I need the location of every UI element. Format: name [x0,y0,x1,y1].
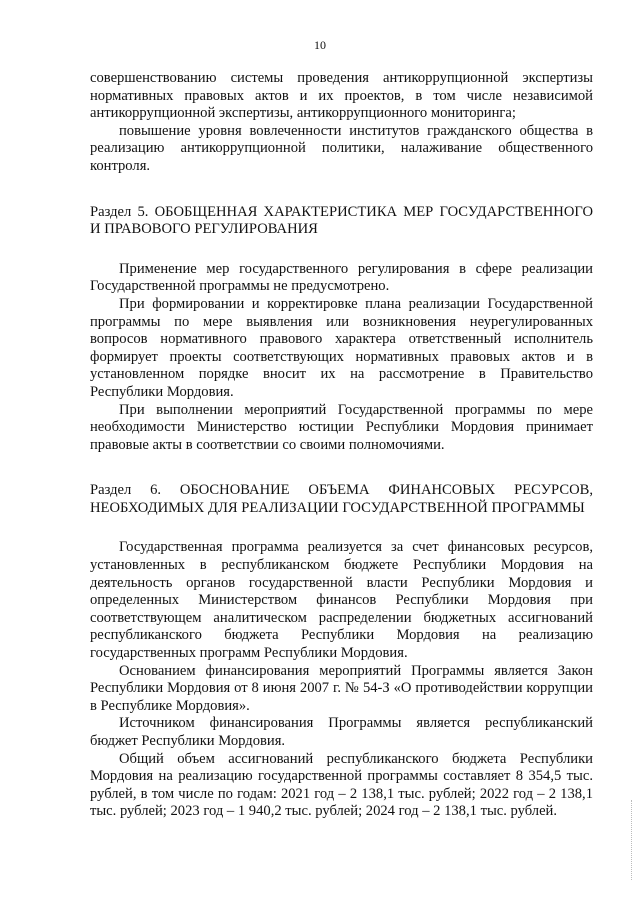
section-5-paragraph: При выполнении мероприятий Государственной программы по мере необходимости Министерство юстиции Республики Мордовия принимает правовые акты в соответствии со своими полномочиями. [90,401,593,453]
section-5-paragraph: Применение мер государственного регулирования в сфере реализации Государственной программы не предусмотрено. [90,260,593,295]
section-6-paragraph: Общий объем ассигнований республиканского бюджета Республики Мордовия на реализацию государственной программы составляет 8 354,5 тыс. рублей, в том числе по годам: 2021 год – 2 138,1 тыс. рублей; 2022 год – 2 138,1 тыс. рублей; 2023 год – 1 940,2 тыс. рублей; 2024 год – 2 138,1 тыс. рублей. [90,750,593,820]
paragraph-expertise: совершенствованию системы проведения антикоррупционной экспертизы нормативных правовых актов и их проектов, в том числе независимой антикоррупционной экспертизы, антикоррупционного мониторинга; [90,70,593,122]
section-5-paragraph: При формировании и корректировке плана реализации Государственной программы по мере выявления или возникновения неурегулированных вопросов нормативного правового характера ответственный исполнитель формирует проекты соответствующих нормативных правовых актов и в установленном порядке вносит их на рассмотрение в Правительство Республики Мордовия. [90,295,593,400]
document-body [90,70,593,821]
section-5-heading: Раздел 5. ОБОБЩЕННАЯ ХАРАКТЕРИСТИКА МЕР ГОСУДАРСТВЕННОГО И ПРАВОВОГО РЕГУЛИРОВАНИЯ [90,203,593,238]
paragraph-civil-society: повышение уровня вовлеченности институтов гражданского общества в реализацию антикоррупционной политики, налаживание общественного контроля. [90,122,593,174]
section-6-heading: Раздел 6. ОБОСНОВАНИЕ ОБЪЕМА ФИНАНСОВЫХ РЕСУРСОВ, НЕОБХОДИМЫХ ДЛЯ РЕАЛИЗАЦИИ ГОСУДАРСТВЕННОЙ ПРОГРАММЫ [90,482,593,516]
section-6-paragraph: Государственная программа реализуется за счет финансовых ресурсов, установленных в республиканском бюджете Республики Мордовия на деятельность органов государственной власти Республики Мордовия и определенных Министерством финансов Республики Мордовия при соответствующем аналитическом распределении бюджетных ассигнований республиканского бюджета Республики Мордовия на реализацию государственных программ Республики Мордовия. [90,539,593,662]
section-6-paragraph: Источником финансирования Программы является республиканский бюджет Республики Мордовия. [90,715,593,749]
section-6-paragraph: Основанием финансирования мероприятий Программы является Закон Республики Мордовия от 8 июня 2007 г. № 54-З «О противодействии коррупции в Республике Мордовия». [90,662,593,714]
margin-scan-marks [631,800,634,880]
page-number: 10 [314,38,326,52]
